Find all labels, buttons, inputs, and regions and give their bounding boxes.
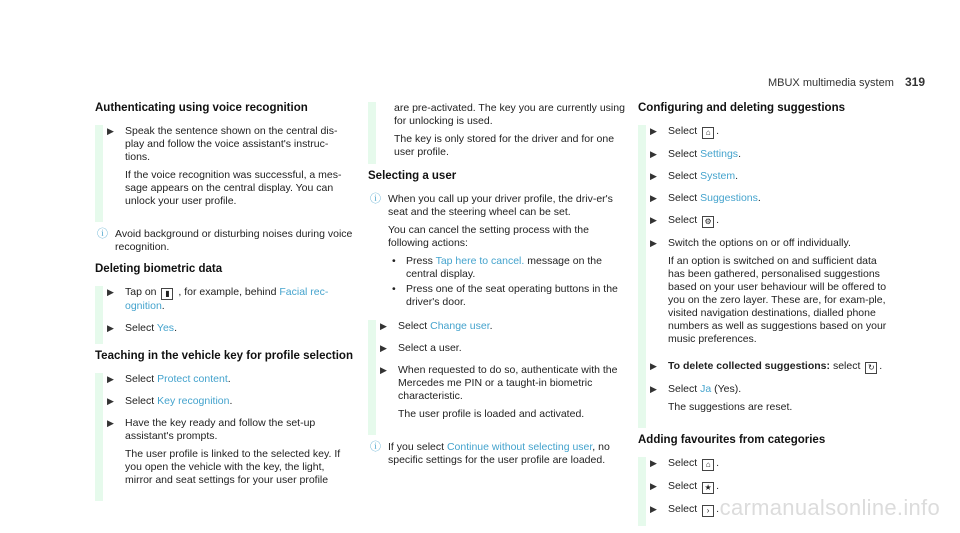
step-item <box>103 417 353 492</box>
step-result: The user profile is loaded and activated. <box>398 408 585 420</box>
heading-teach: Teaching in the vehicle key for profile selection <box>95 350 353 362</box>
step-bar <box>95 286 103 344</box>
step-text: , for example, behind <box>178 286 277 298</box>
note-item <box>368 193 626 311</box>
config-block <box>638 125 896 428</box>
home-icon: ⌂ <box>702 459 714 471</box>
note-item <box>95 228 353 254</box>
step-bar <box>368 320 376 435</box>
step-item: ▶ Select Ja (Yes). The suggestions are reset. <box>646 383 896 419</box>
step-item: ▶ Tap on ▮ , for example, behind Facial rec-ognition. <box>103 286 353 313</box>
column-1 <box>95 102 353 507</box>
heading-auth: Authenticating using voice recognition <box>95 102 308 114</box>
step-text: Select <box>125 395 155 407</box>
yes-link[interactable]: Yes <box>156 322 175 334</box>
reset-icon: ↻ <box>865 362 877 374</box>
step-item <box>376 364 626 426</box>
continue-without-user-link[interactable]: Continue without selecting user <box>446 441 593 453</box>
heading-config: Configuring and deleting suggestions <box>638 102 845 114</box>
continued-text: are pre-activated. The key you are currently using for unlocking is used. <box>394 102 625 127</box>
system-link[interactable]: System <box>700 170 736 182</box>
arrow-right-icon: ▶ <box>107 374 114 384</box>
continued-block <box>368 102 626 164</box>
arrow-right-icon: ▶ <box>650 238 657 248</box>
auth-block <box>95 125 353 222</box>
arrow-right-icon: ▶ <box>650 149 657 159</box>
bullet-list <box>388 255 626 309</box>
change-user-link[interactable]: Change user <box>430 320 490 332</box>
arrow-right-icon: ▶ <box>380 365 387 375</box>
step-item <box>376 342 626 355</box>
suggestions-link[interactable]: Suggestions <box>700 192 758 204</box>
list-item: • Press Tap here to cancel. message on the central display. <box>392 255 602 280</box>
column-3 <box>638 102 896 532</box>
arrow-right-icon: ▶ <box>107 396 114 406</box>
note-text: When you call up your driver profile, the driv-er's seat and the steering wheel can be set. <box>388 193 613 218</box>
note-text: You can cancel the setting process with the following actions: <box>388 224 589 249</box>
list-item: • Press one of the seat operating buttons in the driver's door. <box>392 283 618 308</box>
step-item: ▶ Select Suggestions. <box>646 192 896 205</box>
arrow-right-icon: ▶ <box>650 504 657 514</box>
star-icon: ★ <box>702 482 714 494</box>
gear-icon: ⚙ <box>702 216 714 228</box>
arrow-right-icon: ▶ <box>650 215 657 225</box>
step-item: ▶ Select Settings. <box>646 148 896 161</box>
step-text: When requested to do so, authenticate with the Mercedes me PIN or a taught-in biometric characteristic. <box>398 364 618 402</box>
heading-favourites: Adding favourites from categories <box>638 434 826 446</box>
step-item: ▶ Select System. <box>646 170 896 183</box>
settings-link[interactable]: Settings <box>700 148 739 160</box>
step-text: Tap on <box>125 286 157 298</box>
step-item: ▶ Select Change user. <box>376 320 626 333</box>
heading-select-user: Selecting a user <box>368 170 457 182</box>
teach-block <box>95 373 353 501</box>
watermark: carmanualsonline.info <box>719 495 940 520</box>
info-icon: ⓘ <box>97 228 108 240</box>
arrow-right-icon: ▶ <box>380 321 387 331</box>
step-text: Have the key ready and follow the set-up assistant's prompts. <box>125 417 316 442</box>
protect-content-link[interactable]: Protect content <box>157 373 228 385</box>
step-item <box>103 125 353 213</box>
step-item: ▶ Select ★ . <box>646 480 896 494</box>
step-text: Select <box>125 373 155 385</box>
step-bar <box>95 125 103 222</box>
page-number: 319 <box>904 75 925 89</box>
arrow-right-icon: ▶ <box>107 126 114 136</box>
info-icon: ⓘ <box>370 441 381 453</box>
step-text: Speak the sentence shown on the central dis-play and follow the voice assistant's instruc-tions. <box>125 125 338 163</box>
continued-text: The key is only stored for the driver and for one user profile. <box>394 133 615 158</box>
step-bar <box>638 125 646 428</box>
arrow-right-icon: ▶ <box>650 171 657 181</box>
step-result: The user profile is linked to the selected key. If you open the vehicle with the key, the light, mirror and seat settings for your user profile <box>125 448 341 486</box>
step-item: ▶ Select Yes. <box>103 322 353 335</box>
step-item: ▶ Select ⚙ . <box>646 214 896 228</box>
step-item: ▶ Switch the options on or off individually. If an option is switched on and sufficient data has been gathered, personalised suggestions based on your user behaviour will be offered to you on the zero layer. These are, for exam-ple, visited navigation destinations, dialled phone numbers as well as suggestions based on your music preferences. <box>646 237 896 351</box>
chevron-right-icon: › <box>702 505 714 517</box>
key-recognition-link[interactable]: Key recognition <box>157 395 230 407</box>
arrow-right-icon: ▶ <box>650 481 657 491</box>
ja-link[interactable]: Ja <box>700 383 712 395</box>
arrow-right-icon: ▶ <box>107 418 114 428</box>
step-item: ▶ Select ⌂ . <box>646 457 896 471</box>
step-item: ▶ Select Key recognition. <box>103 395 353 408</box>
arrow-right-icon: ▶ <box>650 126 657 136</box>
arrow-right-icon: ▶ <box>650 361 657 371</box>
step-item: ▶ Select ⌂ . <box>646 125 896 139</box>
page-header <box>768 75 925 89</box>
home-icon: ⌂ <box>702 127 714 139</box>
step-item: ▶ Select › . <box>646 503 896 517</box>
delete-block <box>95 286 353 344</box>
arrow-right-icon: ▶ <box>650 384 657 394</box>
column-2 <box>368 102 626 476</box>
step-text: Select <box>125 322 155 334</box>
step-text: Select a user. <box>398 342 462 354</box>
header-title: MBUX multimedia system <box>767 77 894 89</box>
select-block <box>368 320 626 435</box>
step-bar <box>638 457 646 526</box>
tap-to-cancel-link[interactable]: Tap here to cancel. <box>435 255 525 267</box>
step-item: ▶ To delete collected suggestions: select ↻ . <box>646 360 896 374</box>
arrow-right-icon: ▶ <box>380 343 387 353</box>
facial-recognition-link[interactable]: Facial rec-ognition <box>125 286 329 312</box>
step-result: If the voice recognition was successful, a mes-sage appears on the central display. You can unlock your user profile. <box>125 169 342 207</box>
arrow-right-icon: ▶ <box>650 458 657 468</box>
note-item: ⓘ If you select Continue without selecting user, no specific settings for the user profile are loaded. <box>370 441 610 466</box>
arrow-right-icon: ▶ <box>107 287 114 297</box>
step-item: ▶ Select Protect content. <box>103 373 353 386</box>
info-icon: ⓘ <box>370 193 381 205</box>
step-bar <box>95 373 103 501</box>
arrow-right-icon: ▶ <box>107 323 114 333</box>
note-text: Avoid background or disturbing noises during voice recognition. <box>115 228 353 253</box>
heading-delete: Deleting biometric data <box>95 263 223 275</box>
step-bar <box>368 102 376 164</box>
trash-icon: ▮ <box>161 288 173 300</box>
arrow-right-icon: ▶ <box>650 193 657 203</box>
